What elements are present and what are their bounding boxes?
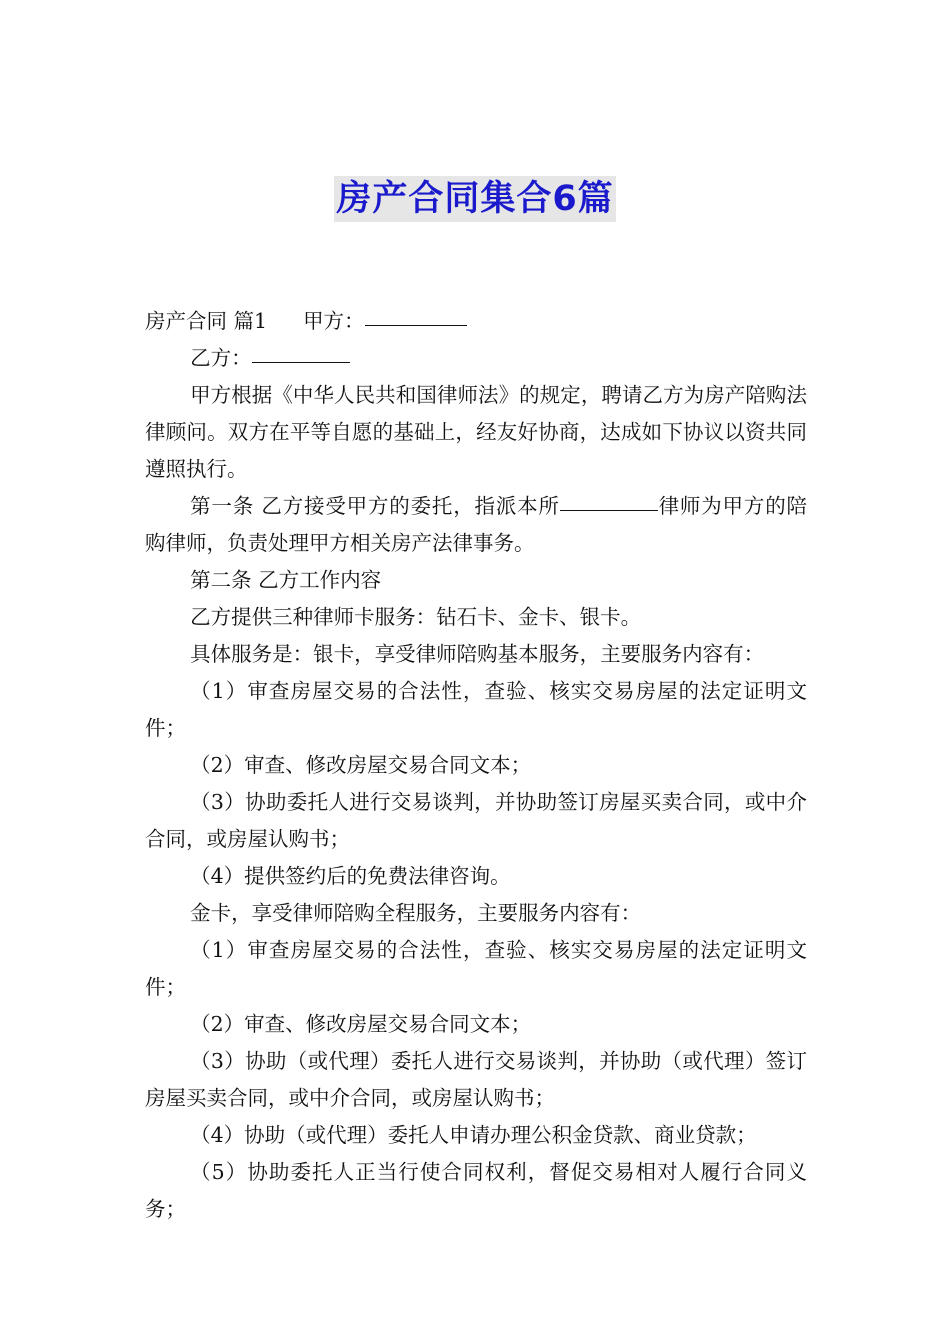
title-container [0, 176, 950, 222]
document-title: 房产合同集合6篇 [334, 176, 615, 222]
party-b-label: 乙方： [190, 346, 252, 370]
list-item: （3）协助委托人进行交易谈判，并协助签订房屋买卖合同，或中介合同，或房屋认购书； [145, 790, 807, 851]
paragraph-silver-card: 具体服务是：银卡，享受律师陪购基本服务，主要服务内容有： [190, 642, 765, 666]
party-b-line [145, 340, 807, 377]
contract-header-line [145, 303, 807, 340]
article-1-text-a: 第一条 乙方接受甲方的委托，指派本所 [190, 494, 560, 518]
paragraph-gold-card: 金卡，享受律师陪购全程服务，主要服务内容有： [190, 901, 642, 925]
paragraph-article-1 [145, 488, 807, 562]
list-item: （1）审查房屋交易的合法性，查验、核实交易房屋的法定证明文件； [145, 679, 807, 740]
list-item: （4）协助（或代理）委托人申请办理公积金贷款、商业贷款； [190, 1123, 757, 1147]
list-item: （2）审查、修改房屋交易合同文本； [190, 1012, 532, 1036]
lawyer-name-blank [560, 486, 658, 511]
list-item: （2）审查、修改房屋交易合同文本； [190, 753, 532, 777]
article-1-text-b: 律师为甲方的陪购律师，负责处理甲方相关房产法律事务。 [145, 494, 808, 555]
paragraph-card-types: 乙方提供三种律师卡服务：钻石卡、金卡、银卡。 [190, 605, 642, 629]
party-b-blank [252, 338, 350, 363]
paragraph-preamble: 甲方根据《中华人民共和国律师法》的规定，聘请乙方为房产陪购法律顾问。双方在平等自愿的基础上，经友好协商，达成如下协议以资共同遵照执行。 [145, 383, 807, 481]
list-item: （5）协助委托人正当行使合同权利，督促交易相对人履行合同义务； [145, 1160, 807, 1221]
list-item: （1）审查房屋交易的合法性，查验、核实交易房屋的法定证明文件； [145, 938, 807, 999]
paragraph-article-2: 第二条 乙方工作内容 [190, 568, 382, 592]
party-a-label: 甲方： [303, 309, 365, 333]
list-item: （4）提供签约后的免费法律咨询。 [190, 864, 511, 888]
party-a-blank [365, 301, 467, 326]
document-body [145, 303, 807, 1228]
list-item: （3）协助（或代理）委托人进行交易谈判，并协助（或代理）签订房屋买卖合同，或中介合同，或房屋认购书； [145, 1049, 807, 1110]
section-heading: 房产合同 篇1 [145, 309, 268, 333]
